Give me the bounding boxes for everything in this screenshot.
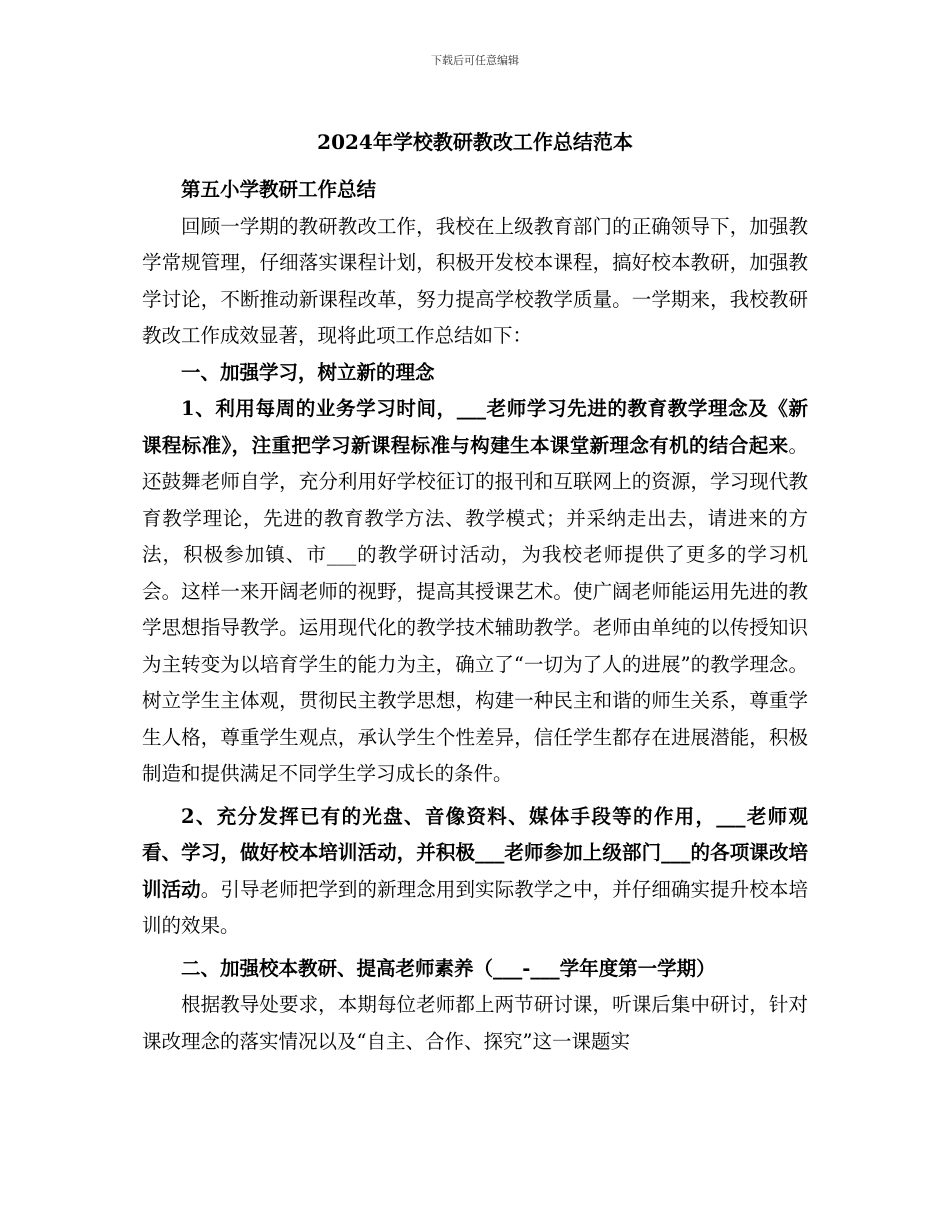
header-note: 下载后可任意编辑 [431, 54, 519, 67]
heading-two: 二、加强校本教研、提高老师素养（___-___学年度第一学期） [181, 956, 716, 980]
document-title: 2024年学校教研教改工作总结范本 [317, 130, 633, 154]
intro-paragraph: 回顾一学期的教研教改工作，我校在上级教育部门的正确领导下，加强教学常规管理，仔细落实课程计划，积极开发校本课程，搞好校本教研，加强教学讨论，不断推动新课程改革，努力提高学校教学质量。一学期来，我校教研教改工作成效显著，现将此项工作总结如下： [142, 214, 808, 347]
paragraph-two [142, 799, 808, 945]
document-body [142, 172, 808, 1060]
section-subtitle: 第五小学教研工作总结 [181, 178, 377, 201]
heading-one: 一、加强学习，树立新的理念 [181, 360, 435, 384]
paragraph-one [142, 391, 808, 793]
paragraph-three: 根据教导处要求，本期每位老师都上两节研讨课，听课后集中研讨，针对课改理念的落实情况以及“自主、合作、探究”这一课题实 [142, 993, 808, 1053]
paragraph-two-lead: 2、充分发挥已有的光盘、音像资料、媒体手段等的作用，___老师观看、学习，做好校本培训活动，并积极___老师参加上级部门___的各项课改培训活动 [142, 804, 808, 901]
paragraph-one-body: 。还鼓舞老师自学，充分利用好学校征订的报刊和互联网上的资源，学习现代教育教学理论，先进的教育教学方法、教学模式；并采纳走出去，请进来的方法，积极参加镇、市___的教学研讨活动，为我校老师提供了更多的学习机会。这样一来开阔老师的视野，提高其授课艺术。使广阔老师能运用先进的教学思想指导教学。运用现代化的教学技术辅助教学。老师由单纯的以传授知识为主转变为以培育学生的能力为主，确立了“一切为了人的进展”的教学理念。树立学生主体观，贯彻民主教学思想，构建一种民主和谐的师生关系，尊重学生人格，尊重学生观点，承认学生个性差异，信任学生都存在进展潜能，积极制造和提供满足不同学生学习成长的条件。 [142, 433, 808, 785]
paragraph-one-lead: 1、利用每周的业务学习时间，___老师学习先进的教育教学理念及《新课程标准》，注重把学习新课程标准与构建生本课堂新理念有机的结合起来 [142, 397, 808, 457]
paragraph-two-body: 。引导老师把学到的新理念用到实际教学之中，并仔细确实提升校本培训的效果。 [142, 877, 808, 937]
